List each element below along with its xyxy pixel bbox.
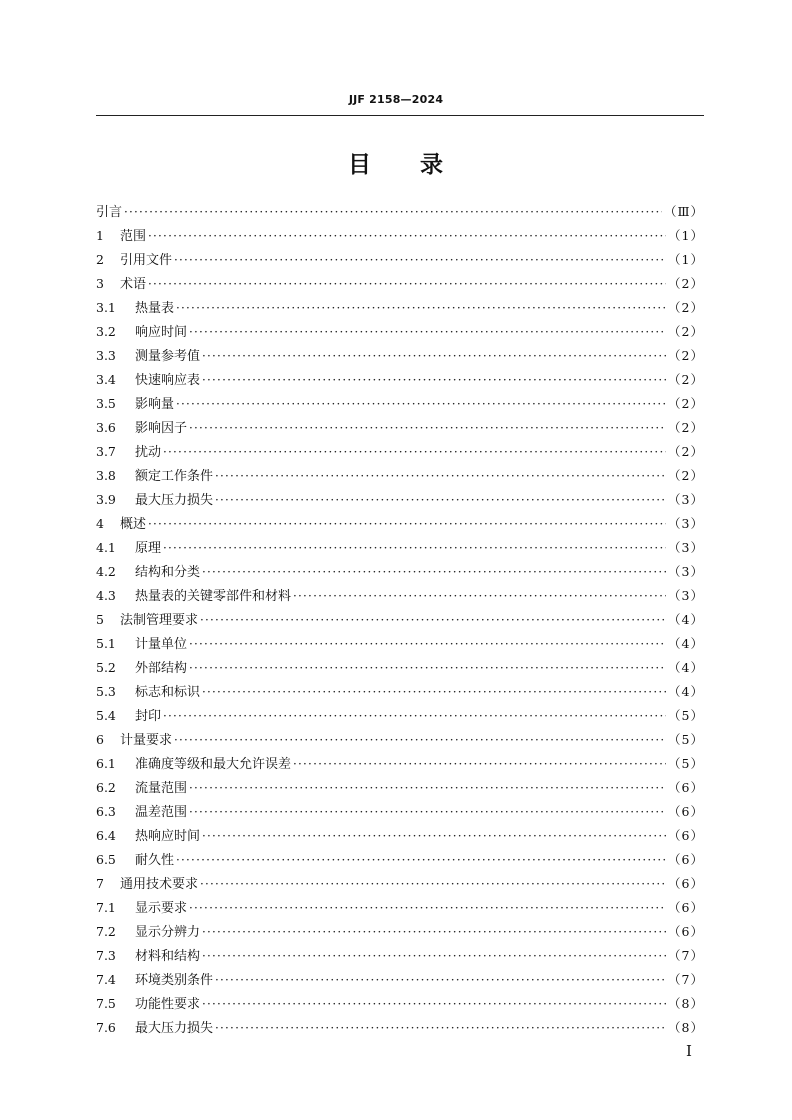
toc-dot-leader (189, 800, 666, 824)
toc-entry-title: 准确度等级和最大允许误差 (135, 757, 292, 772)
toc-entry-page: （8） (668, 1020, 704, 1035)
toc-entry-number: 5 (96, 612, 104, 627)
toc-entry-page: （6） (668, 780, 704, 795)
toc-dot-leader (176, 392, 666, 416)
toc-entry-number: 1 (96, 228, 104, 243)
toc-entry[interactable] (96, 368, 704, 392)
toc-dot-leader (202, 344, 666, 368)
toc-entry[interactable] (96, 944, 704, 968)
toc-entry-title: 最大压力损失 (135, 1021, 214, 1036)
toc-entry-title: 热量表 (135, 301, 175, 316)
toc-entry-page: （3） (668, 588, 704, 603)
toc-entry-number: 4.1 (96, 540, 116, 555)
toc-entry[interactable] (96, 224, 704, 248)
toc-entry-page: （1） (668, 228, 704, 243)
title-char-2: 录 (420, 152, 444, 178)
toc-dot-leader (189, 416, 666, 440)
toc-dot-leader (176, 296, 666, 320)
header-divider (96, 115, 704, 116)
toc-dot-leader (293, 584, 666, 608)
toc-entry-number: 7.3 (96, 948, 116, 963)
toc-entry[interactable] (96, 584, 704, 608)
toc-entry-number: 7.5 (96, 996, 116, 1011)
toc-entry-number: 6.2 (96, 780, 116, 795)
toc-entry-title: 耐久性 (135, 853, 175, 868)
toc-dot-leader (200, 872, 666, 896)
toc-entry-title: 显示分辨力 (135, 925, 201, 940)
toc-dot-leader (215, 968, 666, 992)
toc-entry-number: 3.6 (96, 420, 116, 435)
toc-dot-leader (163, 704, 666, 728)
toc-entry-page: （4） (668, 612, 704, 627)
toc-entry-title: 范围 (120, 229, 147, 244)
toc-dot-leader (174, 728, 666, 752)
toc-entry[interactable] (96, 776, 704, 800)
toc-entry-title: 结构和分类 (135, 565, 201, 580)
toc-entry[interactable] (96, 608, 704, 632)
toc-entry-number: 6.4 (96, 828, 116, 843)
toc-entry-title: 法制管理要求 (120, 613, 199, 628)
toc-entry-page: （6） (668, 828, 704, 843)
toc-entry[interactable] (96, 656, 704, 680)
toc-entry-number: 4.2 (96, 564, 116, 579)
toc-entry[interactable] (96, 536, 704, 560)
toc-entry-number: 5.3 (96, 684, 116, 699)
toc-entry-title: 计量要求 (120, 733, 173, 748)
toc-entry-page: （2） (668, 276, 704, 291)
toc-dot-leader (189, 896, 666, 920)
toc-entry[interactable] (96, 392, 704, 416)
toc-dot-leader (215, 1016, 666, 1040)
toc-dot-leader (189, 656, 666, 680)
toc-entry-page: （6） (668, 852, 704, 867)
toc-entry-number: 3.3 (96, 348, 116, 363)
toc-entry-page: （3） (668, 516, 704, 531)
toc-entry-number: 7 (96, 876, 104, 891)
toc-entry-title: 功能性要求 (135, 997, 201, 1012)
toc-dot-leader (202, 944, 666, 968)
toc-entry[interactable] (96, 920, 704, 944)
toc-dot-leader (174, 248, 666, 272)
toc-entry-title: 引言 (96, 205, 123, 220)
toc-entry-number: 3.7 (96, 444, 116, 459)
toc-entry-number: 5.1 (96, 636, 116, 651)
toc-entry-number: 3.9 (96, 492, 116, 507)
toc-entry-page: （4） (668, 684, 704, 699)
toc-entry[interactable] (96, 632, 704, 656)
toc-entry-page: （4） (668, 636, 704, 651)
title-char-1: 目 (348, 152, 372, 178)
toc-entry-number: 7.2 (96, 924, 116, 939)
toc-entry-page: （6） (668, 804, 704, 819)
toc-entry-title: 概述 (120, 517, 147, 532)
toc-dot-leader (189, 320, 666, 344)
toc-dot-leader (148, 272, 666, 296)
toc-entry-page: （5） (668, 708, 704, 723)
toc-entry[interactable] (96, 968, 704, 992)
toc-entry-page: （2） (668, 348, 704, 363)
toc-dot-leader (189, 776, 666, 800)
toc-entry-page: （2） (668, 396, 704, 411)
toc-entry-page: （2） (668, 324, 704, 339)
toc-entry-page: （8） (668, 996, 704, 1011)
toc-dot-leader (148, 224, 666, 248)
toc-entry-number: 3 (96, 276, 104, 291)
toc-entry-number: 4.3 (96, 588, 116, 603)
toc-entry-number: 7.1 (96, 900, 116, 915)
toc-entry[interactable] (96, 872, 704, 896)
toc-dot-leader (215, 464, 666, 488)
toc-entry-title: 封印 (135, 709, 162, 724)
toc-entry-page: （2） (668, 372, 704, 387)
toc-entry[interactable] (96, 416, 704, 440)
toc-entry[interactable] (96, 512, 704, 536)
toc-entry-title: 流量范围 (135, 781, 188, 796)
toc-entry-title: 快速响应表 (135, 373, 201, 388)
toc-entry[interactable] (96, 488, 704, 512)
toc-entry-number: 3.4 (96, 372, 116, 387)
toc-entry[interactable] (96, 680, 704, 704)
toc-entry-title: 标志和标识 (135, 685, 201, 700)
toc-entry-title: 扰动 (135, 445, 162, 460)
toc-entry-title: 计量单位 (135, 637, 188, 652)
toc-entry-number: 4 (96, 516, 104, 531)
toc-entry-title: 显示要求 (135, 901, 188, 916)
toc-entry[interactable] (96, 320, 704, 344)
toc-dot-leader (202, 824, 666, 848)
toc-dot-leader (202, 560, 666, 584)
toc-entry-page: （7） (668, 972, 704, 987)
toc-entry-number: 6.1 (96, 756, 116, 771)
toc-dot-leader (202, 920, 666, 944)
toc-dot-leader (215, 488, 666, 512)
toc-entry[interactable] (96, 704, 704, 728)
toc-entry[interactable] (96, 752, 704, 776)
document-code-header: JJF 2158—2024 (348, 93, 444, 106)
toc-entry-number: 3.1 (96, 300, 116, 315)
toc-entry-page: （7） (668, 948, 704, 963)
toc-entry-page: （Ⅲ） (663, 204, 704, 219)
toc-entry[interactable] (96, 560, 704, 584)
toc-entry[interactable] (96, 248, 704, 272)
toc-entry-title: 影响因子 (135, 421, 188, 436)
toc-entry[interactable] (96, 464, 704, 488)
toc-dot-leader (202, 992, 666, 1016)
toc-entry-page: （5） (668, 756, 704, 771)
toc-entry-page: （3） (668, 540, 704, 555)
toc-entry-number: 2 (96, 252, 104, 267)
toc-dot-leader (148, 512, 666, 536)
toc-entry-page: （2） (668, 420, 704, 435)
toc-entry-title: 响应时间 (135, 325, 188, 340)
toc-entry-page: （2） (668, 444, 704, 459)
toc-entry[interactable] (96, 1016, 704, 1040)
toc-entry[interactable] (96, 992, 704, 1016)
toc-dot-leader (202, 368, 666, 392)
toc-entry-title: 额定工作条件 (135, 469, 214, 484)
toc-entry[interactable] (96, 728, 704, 752)
toc-entry-number: 6.5 (96, 852, 116, 867)
toc-entry-title: 环境类别条件 (135, 973, 214, 988)
toc-dot-leader (202, 680, 666, 704)
toc-entry[interactable] (96, 848, 704, 872)
toc-dot-leader (293, 752, 666, 776)
toc-entry-title: 温差范围 (135, 805, 188, 820)
toc-entry-page: （5） (668, 732, 704, 747)
toc-entry[interactable] (96, 824, 704, 848)
toc-dot-leader (189, 632, 666, 656)
toc-entry-number: 6 (96, 732, 104, 747)
toc-entry[interactable] (96, 296, 704, 320)
toc-entry[interactable] (96, 200, 704, 224)
toc-entry-page: （4） (668, 660, 704, 675)
toc-entry-title: 术语 (120, 277, 147, 292)
toc-entry-page: （3） (668, 564, 704, 579)
toc-entry-title: 原理 (135, 541, 162, 556)
toc-entry-page: （6） (668, 900, 704, 915)
page-title (0, 146, 792, 179)
toc-entry-page: （6） (668, 876, 704, 891)
toc-dot-leader (200, 608, 666, 632)
toc-dot-leader (163, 536, 666, 560)
toc-dot-leader (124, 200, 662, 224)
toc-entry-title: 测量参考值 (135, 349, 201, 364)
toc-entry-page: （3） (668, 492, 704, 507)
toc-entry-number: 3.5 (96, 396, 116, 411)
toc-entry[interactable] (96, 344, 704, 368)
toc-entry-number: 7.4 (96, 972, 116, 987)
toc-entry[interactable] (96, 800, 704, 824)
toc-entry-number: 3.2 (96, 324, 116, 339)
toc-entry-title: 热响应时间 (135, 829, 201, 844)
table-of-contents (96, 200, 704, 1040)
toc-entry-title: 热量表的关键零部件和材料 (135, 589, 292, 604)
toc-entry-number: 7.6 (96, 1020, 116, 1035)
toc-entry-number: 5.4 (96, 708, 116, 723)
toc-entry[interactable] (96, 896, 704, 920)
toc-entry-title: 外部结构 (135, 661, 188, 676)
toc-entry-page: （6） (668, 924, 704, 939)
toc-entry-page: （1） (668, 252, 704, 267)
toc-entry-title: 引用文件 (120, 253, 173, 268)
toc-entry-title: 通用技术要求 (120, 877, 199, 892)
toc-entry-number: 6.3 (96, 804, 116, 819)
page-number: Ⅰ (686, 1042, 692, 1060)
toc-entry-number: 5.2 (96, 660, 116, 675)
toc-entry-title: 材料和结构 (135, 949, 201, 964)
toc-entry-page: （2） (668, 300, 704, 315)
toc-dot-leader (163, 440, 666, 464)
toc-entry[interactable] (96, 272, 704, 296)
toc-entry-number: 3.8 (96, 468, 116, 483)
toc-entry[interactable] (96, 440, 704, 464)
toc-entry-title: 影响量 (135, 397, 175, 412)
toc-dot-leader (176, 848, 666, 872)
toc-entry-page: （2） (668, 468, 704, 483)
toc-entry-title: 最大压力损失 (135, 493, 214, 508)
